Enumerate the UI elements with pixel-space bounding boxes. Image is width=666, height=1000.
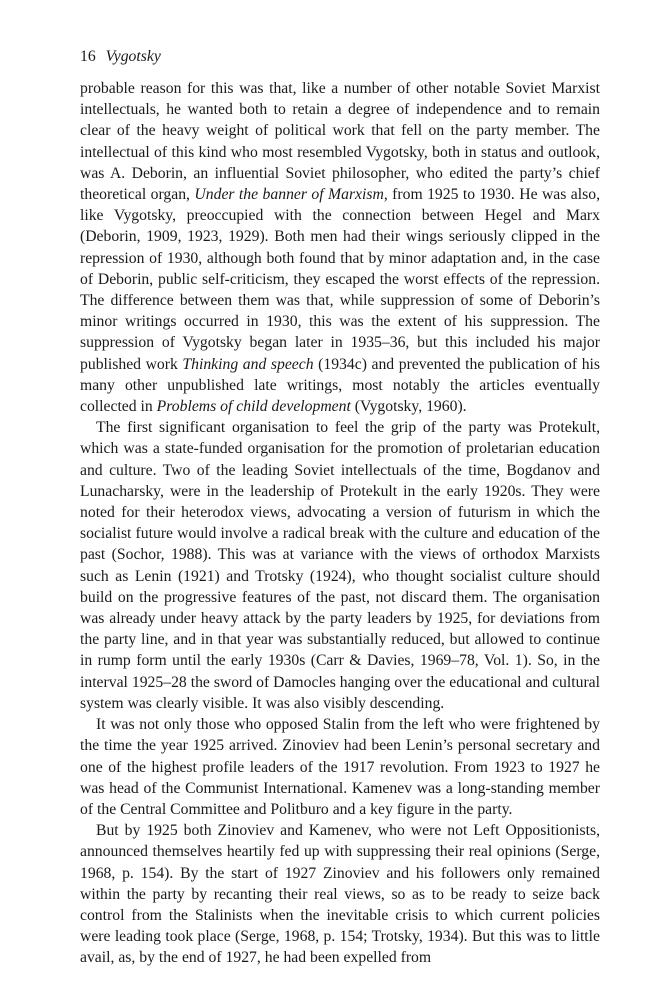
text-run: But by 1925 both Zinoviev and Kamenev, who were not Left Oppositionists, announced themselves heartily fed up with suppressing their real opinions (Serge, 1968, p. 154). By the start of 1927 Zinoviev and his followers only remained within the party by recanting their real views, so as to be ready to seize back control from the Stalinists when the inevitable crisis to which current policies were leading took place (Serge, 1968, p. 154; Trotsky, 1934). But this was to little avail, as, by the end of 1927, he had been expelled from [80, 822, 600, 967]
text-run: The first significant organisation to feel the grip of the party was Protekult, which was a state-funded organisation for the promotion of proletarian education and culture. Two of the leading Soviet intellectuals of the time, Bogdanov and Lunacharsky, were in the leadership of Protekult in the early 1920s. They were noted for their heterodox views, advocating a version of futurism in which the socialist future would involve a radical break with the culture and education of the past (Sochor, 1988). This was at variance with the views of orthodox Marxists such as Lenin (1921) and Trotsky (1924), who thought socialist culture should build on the progressive features of the past, not discard them. The organisation was already under heavy attack by the party leaders by 1925, for deviations from the party line, and in that year was substantially reduced, but allowed to continue in rump form until the early 1930s (Carr & Davies, 1969–78, Vol. 1). So, in the interval 1925–28 the sword of Damocles hanging over the educational and cultural system was clearly visible. It was also visibly descending. [80, 419, 600, 712]
paragraph [80, 78, 600, 417]
book-page [80, 46, 600, 969]
text-run: , from 1925 to 1930. He was also, like Vygotsky, preoccupied with the connection between Hegel and Marx (Deborin, 1909, 1923, 1929). Both men had their wings seriously clipped in the repression of 1930, although both found that by minor adaptation and, in the case of Deborin, public self-criticism, they escaped the worst effects of the repression. The difference between them was that, while suppression of some of Deborin’s minor writings occurred in 1930, this was the extent of his suppression. The suppression of Vygotsky began later in 1935–36, but this included his major published work [80, 186, 600, 373]
paragraph [80, 820, 600, 968]
italic-title: Problems of child development [156, 398, 351, 416]
paragraph [80, 417, 600, 714]
text-run: (Vygotsky, 1960). [350, 398, 467, 416]
body-text [80, 78, 600, 969]
text-run: (1934c) and prevented the publication of his many other unpublished late writings, most notably the articles eventually collected in [80, 355, 601, 416]
italic-title: Thinking and speech [182, 355, 314, 373]
page-number: 16 [80, 48, 96, 65]
text-run: It was not only those who opposed Stalin from the left who were frightened by the time the year 1925 arrived. Zinoviev had been Lenin’s personal secretary and one of the highest profile leaders of the 1917 revolution. From 1923 to 1927 he was head of the Communist International. Kamenev was a long-standing member of the Central Committee and Politburo and a key figure in the party. [80, 716, 600, 818]
running-header [80, 46, 600, 68]
italic-title: Under the banner of Marxism [194, 186, 384, 204]
text-run: probable reason for this was that, like a number of other notable Soviet Marxist intellectuals, he wanted both to retain a degree of independence and to remain clear of the heavy weight of political work that fell on the party member. The intellectual of this kind who most resembled Vygotsky, both in status and outlook, was A. Deborin, an influential Soviet philosopher, who edited the party’s chief theoretical organ, [80, 80, 600, 204]
running-title: Vygotsky [105, 48, 161, 65]
paragraph [80, 714, 600, 820]
